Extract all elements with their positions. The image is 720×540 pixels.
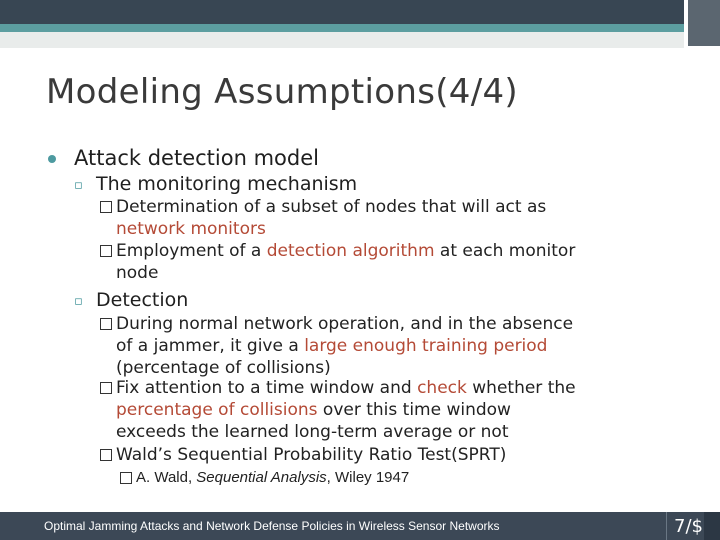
missing-glyph-box-icon [100,382,112,394]
highlight-text: percentage of collisions [116,400,318,420]
subbullet-text: The monitoring mechanism [96,173,358,195]
item-text-line-highlight: network monitors [116,219,266,239]
bullet-text: Attack detection model [74,146,319,170]
item-text-line: exceeds the learned long-term average or not [116,422,509,442]
highlight-text: detection algorithm [266,241,435,261]
footer-corner-block [704,512,720,540]
item-text-line: Employment of a detection algorithm at each monitor [116,241,576,261]
highlight-text: large enough training period [304,336,548,356]
missing-glyph-box-icon [120,472,132,484]
subbullet-text: Detection [96,289,189,311]
footer-divider [666,512,667,540]
square-bullet-icon: ▫ [74,178,83,193]
missing-glyph-box-icon [100,449,112,461]
item-text-line: (percentage of collisions) [116,358,331,378]
item-fix-attention [116,377,576,443]
square-bullet-icon: ▫ [74,294,83,309]
item-employment [116,240,575,284]
item-text-line: percentage of collisions over this time window [116,400,511,420]
item-text-line: of a jammer, it give a large enough training period [116,336,548,356]
page-number: 7/$ [674,516,703,537]
header-gray-stripe [0,32,684,48]
highlight-text: check [417,378,467,398]
item-text-line: During normal network operation, and in the absence [116,314,574,334]
item-text-line: Determination of a subset of nodes that will act as [116,197,547,217]
header-band [0,0,720,22]
header-accent-stripe [0,24,684,32]
footer-text: Optimal Jamming Attacks and Network Defense Policies in Wireless Sensor Networks [44,519,500,533]
header-dark-band [0,0,684,24]
missing-glyph-box-icon [100,318,112,330]
item-determination [116,196,546,240]
item-text-line: Wald’s Sequential Probability Ratio Test(SPRT) [116,445,507,465]
item-during-normal [116,313,573,379]
header-corner-block [688,0,720,46]
reference-title: Sequential Analysis [196,469,327,486]
footer-bar [0,512,720,540]
item-text-line: Fix attention to a time window and check whether the [116,378,576,398]
slide-title: Modeling Assumptions(4/4) [46,72,518,112]
item-text-line: node [116,263,159,283]
bullet-dot-icon [48,155,56,163]
missing-glyph-box-icon [100,245,112,257]
item-reference: A. Wald, Sequential Analysis, Wiley 1947 [136,469,409,486]
missing-glyph-box-icon [100,201,112,213]
item-wald-sprt [116,444,506,466]
